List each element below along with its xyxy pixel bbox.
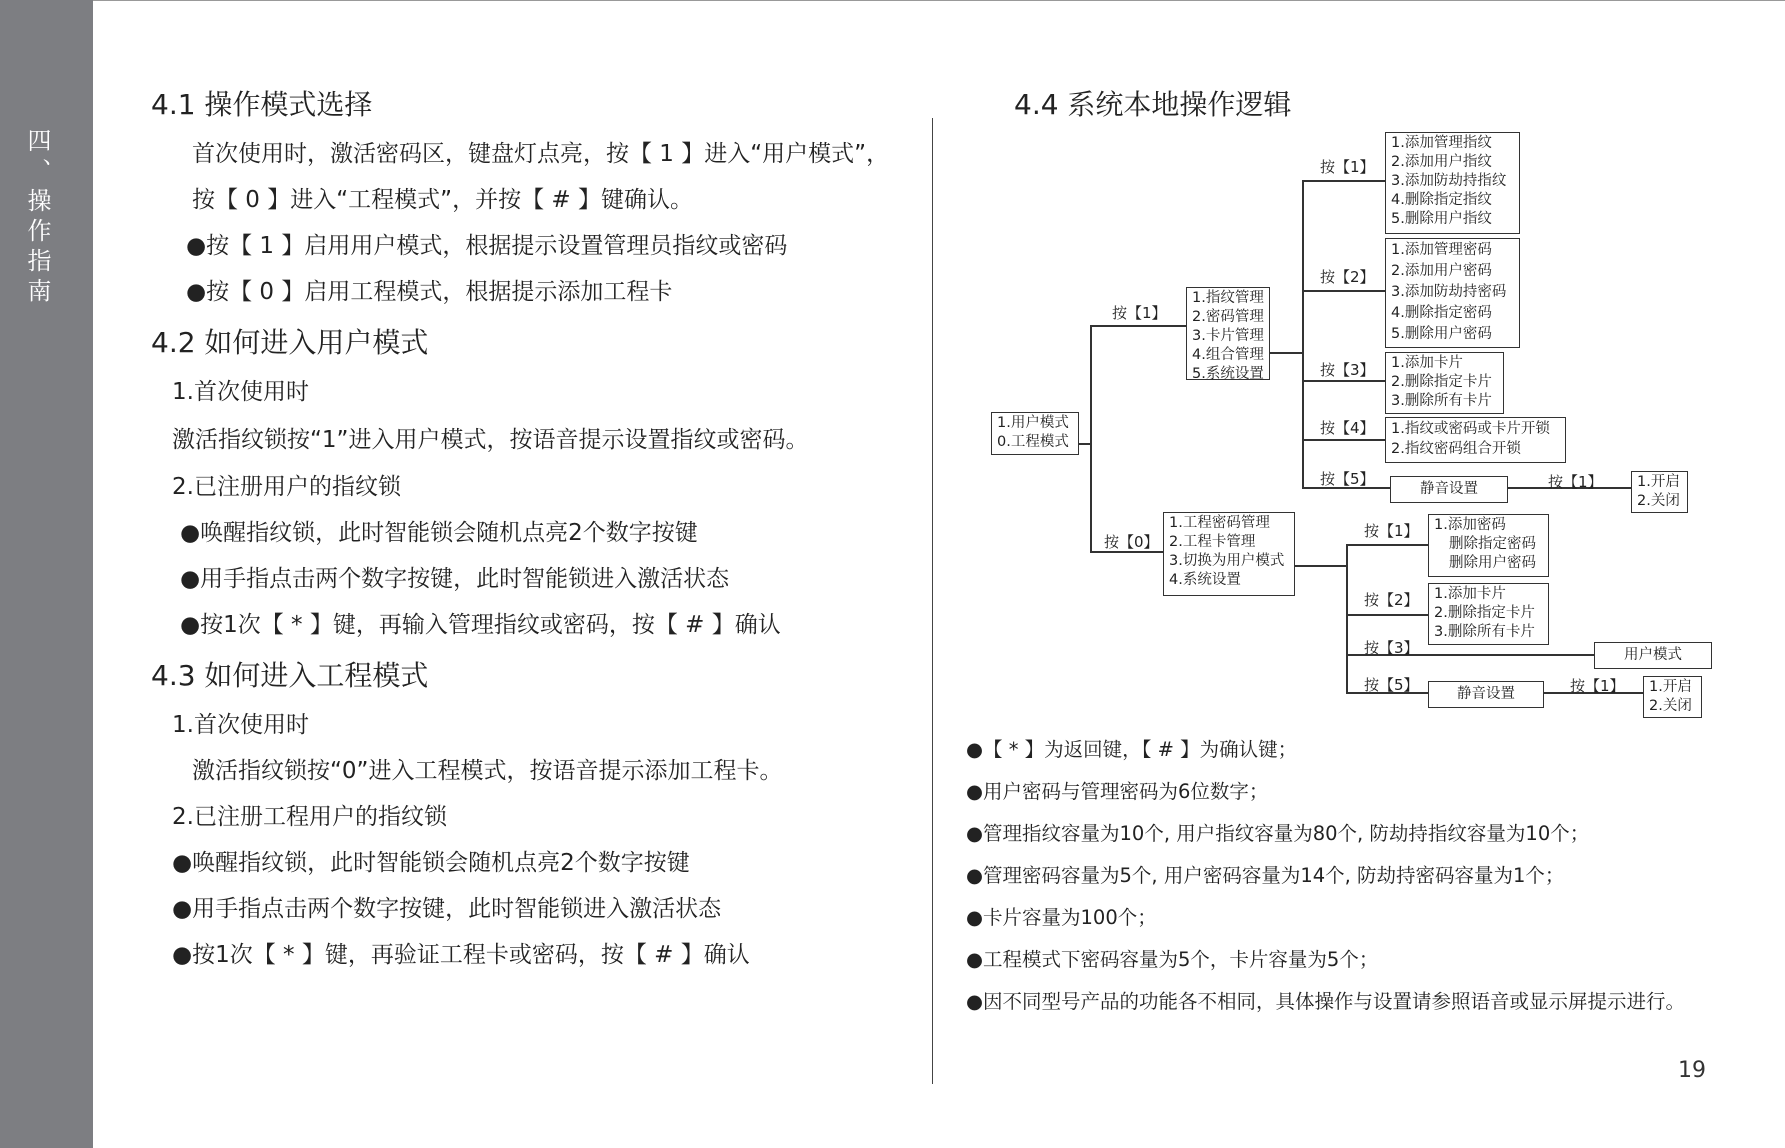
box-line: 3.卡片管理 <box>1192 328 1264 344</box>
key-label: 按【0】 <box>1104 533 1159 551</box>
fingerprint-menu-box <box>1385 132 1520 234</box>
box-line: 2.添加用户密码 <box>1391 263 1492 279</box>
s43-bullet-2: ●用手指点击两个数字按键，此时智能锁进入激活状态 <box>172 896 722 922</box>
box-line: 4.组合管理 <box>1192 347 1264 363</box>
connector <box>1302 180 1304 477</box>
chapter-label: 四、操作指南 <box>23 128 51 308</box>
box-line: 1.指纹或密码或卡片开锁 <box>1391 421 1550 437</box>
box-line: 1.添加管理密码 <box>1391 242 1492 258</box>
user-mode-box <box>1594 642 1712 669</box>
note-item: ●管理指纹容量为10个, 用户指纹容量为80个, 防劫持指纹容量为10个； <box>966 822 1590 845</box>
box-line: 1.添加管理指纹 <box>1391 135 1492 151</box>
s41-bullet-2: ●按【 0 】启用工程模式，根据提示添加工程卡 <box>186 279 673 305</box>
combo-menu-box <box>1385 417 1566 463</box>
box-line: 2.关闭 <box>1637 493 1680 509</box>
box-line: 1.用户模式 <box>997 415 1069 431</box>
card-menu-box <box>1385 352 1504 414</box>
note-item: ●用户密码与管理密码为6位数字； <box>966 780 1269 803</box>
s42-bullet-1: ●唤醒指纹锁，此时智能锁会随机点亮2个数字按键 <box>180 520 698 546</box>
connector <box>1346 614 1428 616</box>
key-label: 按【5】 <box>1320 470 1375 488</box>
key-label: 按【3】 <box>1364 639 1419 657</box>
key-label: 按【2】 <box>1364 591 1419 609</box>
note-item: ●因不同型号产品的功能各不相同，具体操作与设置请参照语音或显示屏提示进行。 <box>966 990 1686 1013</box>
box-line: 4.删除指定密码 <box>1391 305 1492 321</box>
eng-mute-onoff-box <box>1643 676 1702 718</box>
box-line: 5.删除用户密码 <box>1391 326 1492 342</box>
box-line: 2.工程卡管理 <box>1169 534 1256 550</box>
s42-paragraph-1: 激活指纹锁按“1”进入用户模式，按语音提示设置指纹或密码。 <box>172 427 809 453</box>
password-menu-box <box>1385 238 1520 348</box>
s43-bullet-1: ●唤醒指纹锁，此时智能锁会随机点亮2个数字按键 <box>172 850 690 876</box>
box-line: 删除用户密码 <box>1449 555 1536 571</box>
connector <box>1346 544 1348 693</box>
box-line: 3.切换为用户模式 <box>1169 553 1285 569</box>
box-line: 3.添加防劫持指纹 <box>1391 173 1507 189</box>
section-4-1-title: 4.1 操作模式选择 <box>151 88 373 121</box>
eng-password-box <box>1428 514 1549 577</box>
key-label: 按【2】 <box>1320 268 1375 286</box>
box-line: 3.删除所有卡片 <box>1391 393 1492 409</box>
box-line: 1.开启 <box>1649 679 1692 695</box>
box-line: 3.添加防劫持密码 <box>1391 284 1507 300</box>
box-line: 1.添加密码 <box>1434 517 1506 533</box>
box-line: 1.开启 <box>1637 474 1680 490</box>
s42-subheading-2: 2.已注册用户的指纹锁 <box>172 474 401 500</box>
mute-onoff-box <box>1631 471 1688 513</box>
box-line: 2.指纹密码组合开锁 <box>1391 441 1521 457</box>
key-label: 按【1】 <box>1570 677 1625 695</box>
user-menu-box <box>1186 287 1270 380</box>
box-line: 2.关闭 <box>1649 698 1692 714</box>
box-line: 静音设置 <box>1457 686 1515 702</box>
mute-setting-box <box>1390 476 1508 503</box>
section-4-2-title: 4.2 如何进入用户模式 <box>151 326 429 359</box>
box-line: 用户模式 <box>1624 647 1682 663</box>
box-line: 删除指定密码 <box>1449 536 1536 552</box>
box-line: 2.删除指定卡片 <box>1391 374 1492 390</box>
s41-paragraph-1: 首次使用时，激活密码区，键盘灯点亮，按【 1 】进入“用户模式”， <box>192 141 890 167</box>
connector <box>1302 380 1385 382</box>
connector <box>1302 290 1385 292</box>
box-line: 3.删除所有卡片 <box>1434 624 1535 640</box>
box-line: 2.删除指定卡片 <box>1434 605 1535 621</box>
box-line: 5.删除用户指纹 <box>1391 211 1492 227</box>
box-line: 0.工程模式 <box>997 434 1069 450</box>
connector <box>1270 352 1303 354</box>
connector <box>1090 325 1186 327</box>
key-label: 按【1】 <box>1548 473 1603 491</box>
s43-paragraph-1: 激活指纹锁按“0”进入工程模式，按语音提示添加工程卡。 <box>192 758 783 784</box>
key-label: 按【5】 <box>1364 676 1419 694</box>
box-line: 4.删除指定指纹 <box>1391 192 1492 208</box>
chapter-side-tab <box>0 0 93 1148</box>
s42-bullet-3: ●按1次【 * 】键，再输入管理指纹或密码，按【 # 】确认 <box>180 612 781 638</box>
s41-paragraph-2: 按【 0 】进入“工程模式”，并按【 # 】键确认。 <box>192 187 693 213</box>
section-4-4-title: 4.4 系统本地操作逻辑 <box>1014 88 1292 121</box>
section-4-3-title: 4.3 如何进入工程模式 <box>151 659 429 692</box>
box-line: 1.添加卡片 <box>1434 586 1506 602</box>
key-label: 按【1】 <box>1364 522 1419 540</box>
key-label: 按【1】 <box>1112 304 1167 322</box>
connector <box>1302 180 1385 182</box>
box-line: 5.系统设置 <box>1192 366 1264 382</box>
s43-bullet-3: ●按1次【 * 】键，再验证工程卡或密码，按【 # 】确认 <box>172 942 750 968</box>
box-line: 1.指纹管理 <box>1192 290 1264 306</box>
box-line: 2.添加用户指纹 <box>1391 154 1492 170</box>
s42-bullet-2: ●用手指点击两个数字按键，此时智能锁进入激活状态 <box>180 566 730 592</box>
mode-root-box <box>991 412 1079 455</box>
connector <box>1302 439 1385 441</box>
page-number: 19 <box>1678 1058 1706 1083</box>
key-label: 按【3】 <box>1320 361 1375 379</box>
connector <box>1295 565 1347 567</box>
s41-bullet-1: ●按【 1 】启用用户模式，根据提示设置管理员指纹或密码 <box>186 233 788 259</box>
box-line: 1.添加卡片 <box>1391 355 1463 371</box>
top-rule <box>93 0 1785 1</box>
box-line: 静音设置 <box>1420 481 1478 497</box>
s43-subheading-2: 2.已注册工程用户的指纹锁 <box>172 804 447 830</box>
note-item: ●管理密码容量为5个, 用户密码容量为14个, 防劫持密码容量为1个； <box>966 864 1565 887</box>
note-item: ●【 * 】为返回键，【 # 】为确认键； <box>966 738 1298 761</box>
column-divider <box>932 118 933 1084</box>
eng-card-box <box>1428 583 1549 645</box>
engineering-menu-box <box>1163 512 1295 596</box>
box-line: 2.密码管理 <box>1192 309 1264 325</box>
connector <box>1302 476 1304 488</box>
connector <box>1346 544 1428 546</box>
connector <box>1090 325 1092 553</box>
key-label: 按【4】 <box>1320 419 1375 437</box>
note-item: ●卡片容量为100个； <box>966 906 1157 929</box>
box-line: 4.系统设置 <box>1169 572 1241 588</box>
note-item: ●工程模式下密码容量为5个，卡片容量为5个； <box>966 948 1379 971</box>
key-label: 按【1】 <box>1320 158 1375 176</box>
s43-subheading-1: 1.首次使用时 <box>172 712 309 738</box>
s42-subheading-1: 1.首次使用时 <box>172 379 309 405</box>
box-line: 1.工程密码管理 <box>1169 515 1270 531</box>
eng-mute-setting-box <box>1428 681 1544 708</box>
